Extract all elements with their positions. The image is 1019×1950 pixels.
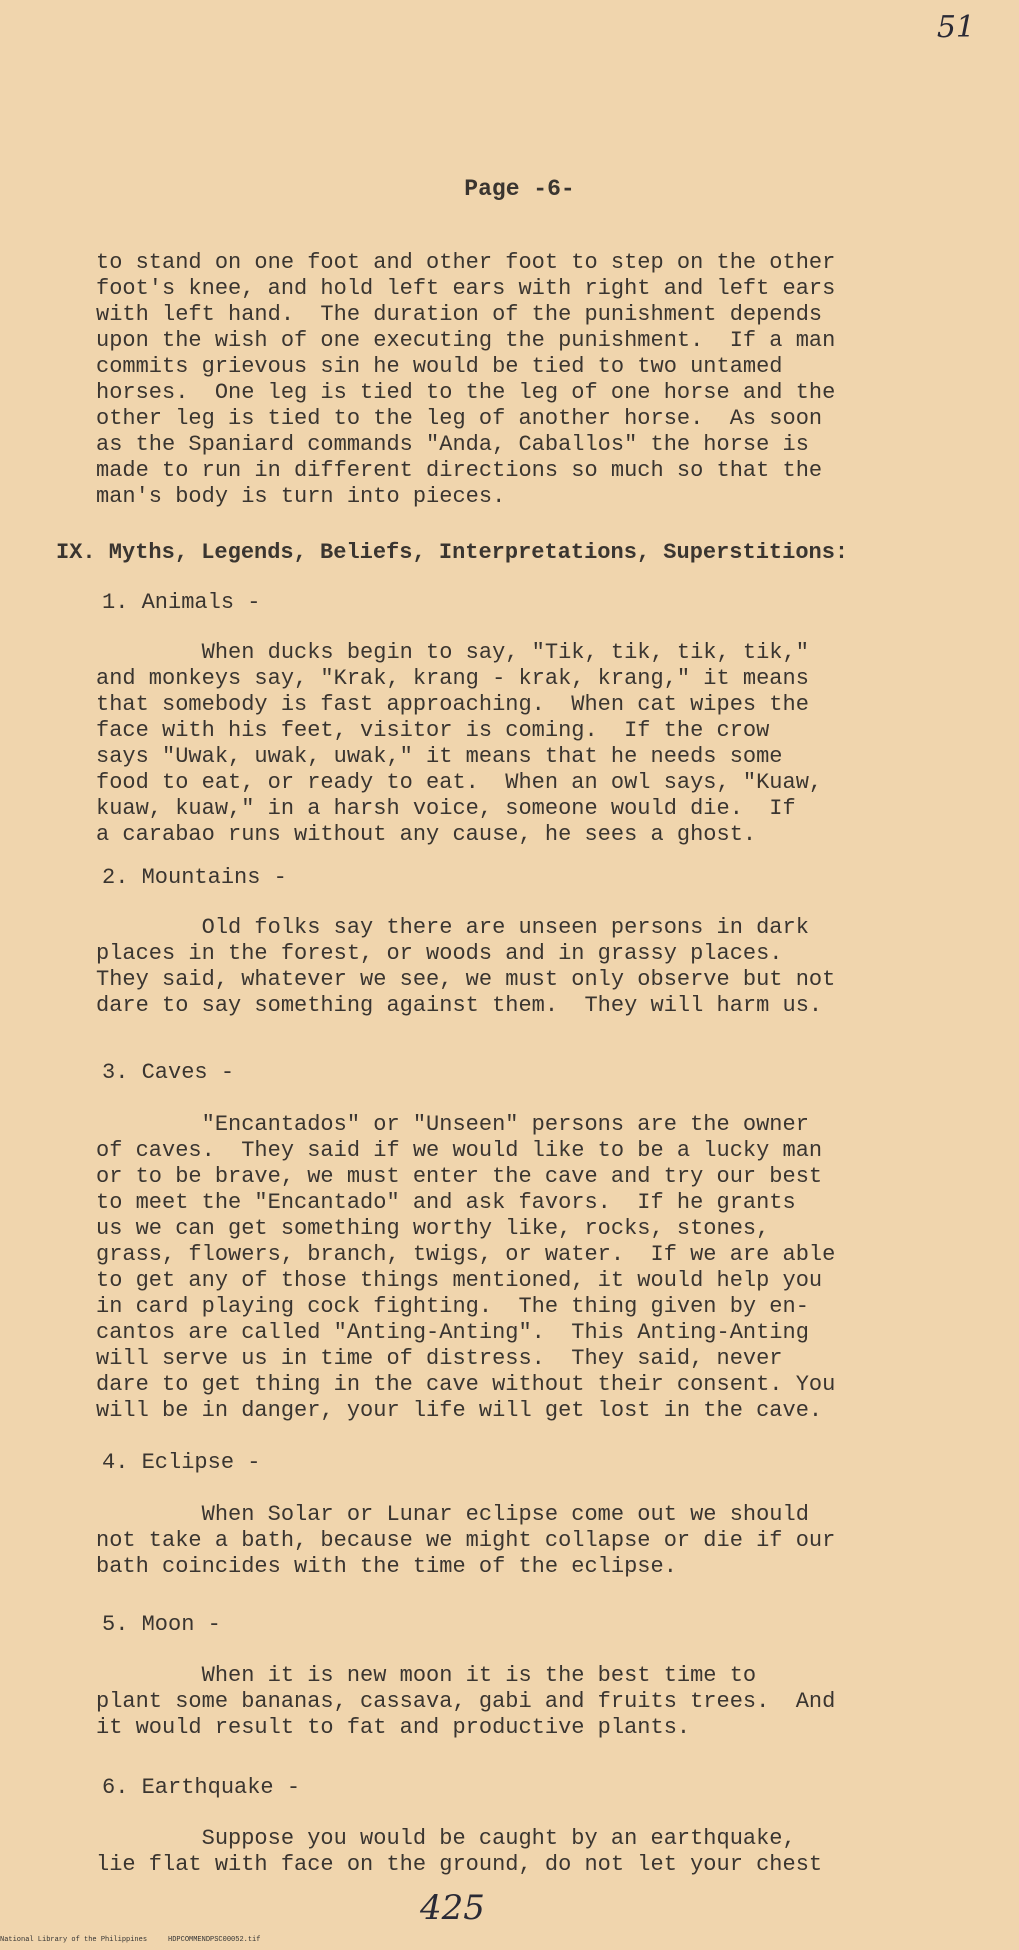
paragraph-animals: When ducks begin to say, "Tik, tik, tik, tik," and monkeys say, "Krak, krang - krak, krang," it means that somebody is fast approaching. When cat wipes the face with his feet, visitor is coming. If the crow says "Uwak, uwak, uwak," it means that he needs some food to eat, or ready to eat. When an owl says, "Kuaw, kuaw, kuaw," in a harsh voice, someone would die. If a carabao runs without any cause, he sees a ghost. (96, 640, 823, 847)
archive-footer-label: National Library of the Philippines HDPCOMMENDPSC00052.tif (0, 1936, 261, 1944)
paragraph-caves: "Encantados" or "Unseen" persons are the owner of caves. They said if we would like to be a lucky man or to be brave, we must enter the cave and try our best to meet the "Encantado" and ask favors. If he grants us we can get something worthy like, rocks, stones, grass, flowers, branch, twigs, or water. If we are able to get any of those things mentioned, it would help you in card playing cock fighting. The thing given by en- cantos are called "Anting-Anting". This Anting-Anting will serve us in time of distress. They said, never dare to get thing in the cave without their consent. You will be in danger, your life will get lost in the cave. (96, 1112, 836, 1423)
heading-mountains: 2. Mountains - (102, 865, 287, 890)
heading-caves: 3. Caves - (102, 1060, 235, 1085)
intro-paragraph: to stand on one foot and other foot to step on the other foot's knee, and hold left ears with right and left ears with left hand. The duration of the punishment depends upon the wish of one executing the punishment. If a man commits grievous sin he would be tied to two untamed horses. One leg is tied to the leg of one horse and the other leg is tied to the leg of another horse. As soon as the Spaniard commands "Anda, Caballos" the horse is made to run in different directions so much so that the man's body is turn into pieces. (96, 250, 836, 509)
paragraph-moon: When it is new moon it is the best time to plant some bananas, cassava, gabi and fruits trees. And it would result to fat and productive plants. (96, 1663, 836, 1740)
paragraph-mountains: Old folks say there are unseen persons in dark places in the forest, or woods and in grassy places. They said, whatever we see, we must only observe but not dare to say something against them. They will harm us. (96, 915, 836, 1018)
heading-animals: 1. Animals - (102, 590, 261, 615)
section-heading: IX. Myths, Legends, Beliefs, Interpretations, Superstitions: (56, 540, 849, 565)
heading-moon: 5. Moon - (102, 1612, 221, 1637)
page-header: Page -6- (464, 176, 575, 202)
heading-earthquake: 6. Earthquake - (102, 1775, 301, 1800)
heading-eclipse: 4. Eclipse - (102, 1450, 261, 1475)
handwritten-page-number: 51 (936, 10, 975, 45)
footer-page-number: 425 (420, 1888, 485, 1928)
paragraph-eclipse: When Solar or Lunar eclipse come out we should not take a bath, because we might collapse or die if our bath coincides with the time of the eclipse. (96, 1502, 836, 1579)
paragraph-earthquake: Suppose you would be caught by an earthquake, lie flat with face on the ground, do not let your chest (96, 1826, 823, 1877)
